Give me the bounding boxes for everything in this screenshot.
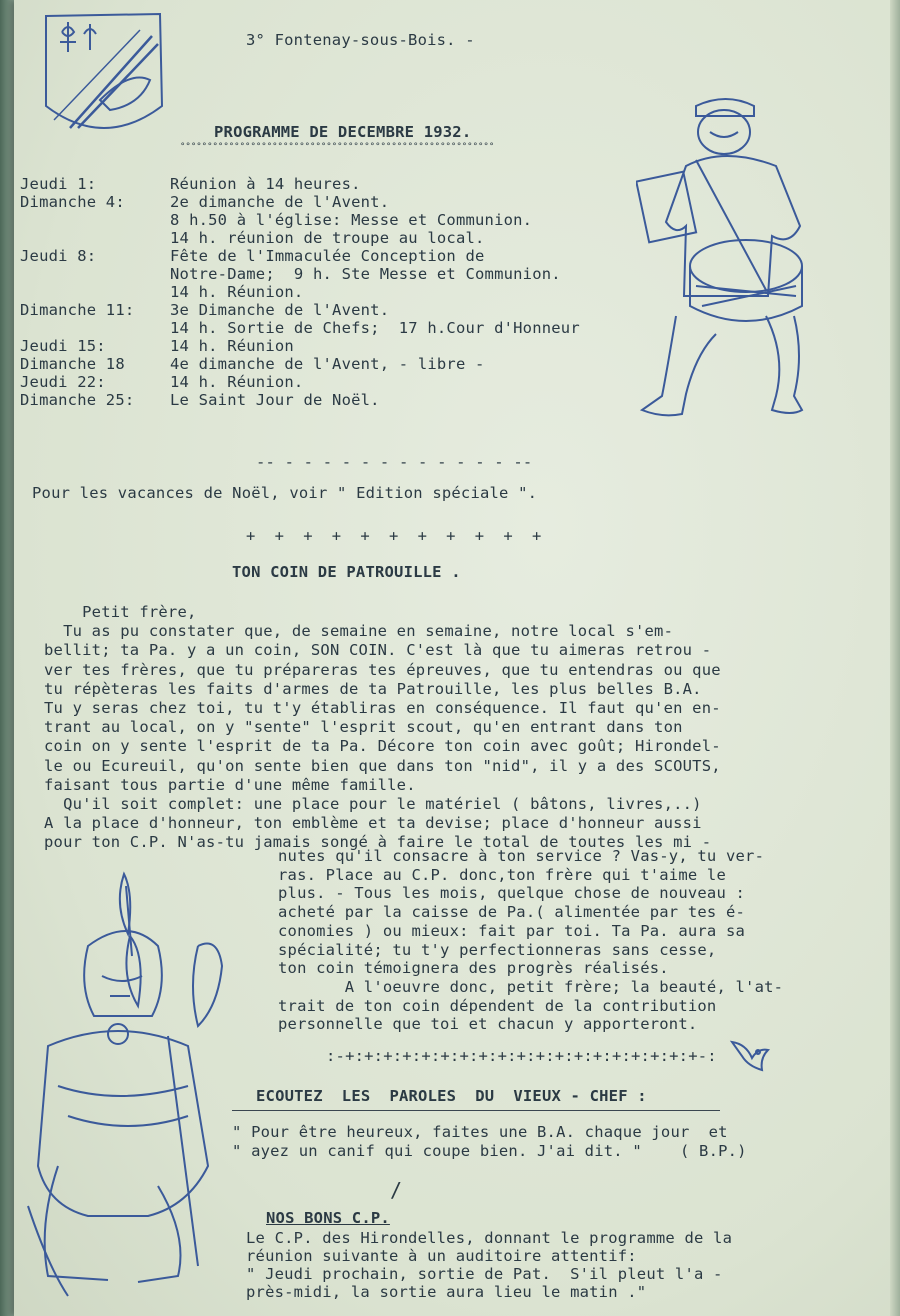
vieux-chef-title: ECOUTEZ LES PAROLES DU VIEUX - CHEF : xyxy=(256,1087,647,1105)
schedule-day: Jeudi 1: xyxy=(20,175,97,193)
schedule-day: Dimanche 18 xyxy=(20,355,125,373)
schedule-line: 4e dimanche de l'Avent, - libre - xyxy=(170,355,485,373)
schedule-line: 8 h.50 à l'église: Messe et Communion. xyxy=(170,211,533,229)
schedule-line: 14 h. réunion de troupe au local. xyxy=(170,229,485,247)
schedule-line: Réunion à 14 heures. xyxy=(170,175,361,193)
vacances-note: Pour les vacances de Noël, voir " Edition spéciale ". xyxy=(32,484,538,502)
cp-line: réunion suivante à un auditoire attentif: xyxy=(246,1247,637,1265)
schedule-day: Dimanche 25: xyxy=(20,391,135,409)
nos-bons-cp-title: NOS BONS C.P. xyxy=(266,1209,390,1227)
article-line: acheté par la caisse de Pa.( alimentée par tes é- xyxy=(278,903,746,922)
article-line: ver tes frères, que tu prépareras tes épreuves, que tu entendras ou que xyxy=(44,660,721,679)
scout-emblem-icon xyxy=(40,10,168,140)
article-line: spécialité; tu t'y perfectionneras sans cesse, xyxy=(278,940,717,959)
schedule-day: Jeudi 15: xyxy=(20,337,106,355)
schedule-line: 2e dimanche de l'Avent. xyxy=(170,193,390,211)
schedule-day: Dimanche 11: xyxy=(20,301,135,319)
article-line: faisant tous partie d'une même famille. xyxy=(44,775,416,794)
page-edge-right xyxy=(890,0,900,1316)
article-line: Petit frère, xyxy=(44,603,197,621)
schedule-line: Fête de l'Immaculée Conception de xyxy=(170,247,485,265)
article-line: trait de ton coin dépendent de la contribution xyxy=(278,996,717,1015)
article-title: TON COIN DE PATROUILLE . xyxy=(232,563,461,581)
schedule-day: Jeudi 8: xyxy=(20,247,97,265)
article-line: tu répèteras les faits d'armes de ta Patrouille, les plus belles B.A. xyxy=(44,679,702,698)
article-line: conomies ) ou mieux: fait par toi. Ta Pa. aura sa xyxy=(278,921,746,940)
schedule-line: 14 h. Réunion. xyxy=(170,373,304,391)
title-dots: °°°°°°°°°°°°°°°°°°°°°°°°°°°°°°°°°°°°°°°°°°°°°°°°°°°°°°°°°° xyxy=(180,142,495,152)
quote-line: " ayez un canif qui coupe bien. J'ai dit. " ( B.P.) xyxy=(232,1142,747,1160)
article-line: Tu y seras chez toi, tu t'y établiras en conséquence. Il faut qu'en en- xyxy=(44,699,721,717)
page-edge-left xyxy=(0,0,14,1316)
article-line: Qu'il soit complet: une place pour le matériel ( bâtons, livres,..) xyxy=(44,795,702,813)
schedule-line: 3e Dimanche de l'Avent. xyxy=(170,301,390,319)
cp-line: près-midi, la sortie aura lieu le matin ." xyxy=(246,1283,647,1301)
schedule-line: 14 h. Réunion xyxy=(170,337,294,355)
article-line: le ou Ecureuil, qu'on sente bien que dans ton "nid", il y a des SCOUTS, xyxy=(44,756,721,775)
article-line: nutes qu'il consacre à ton service ? Vas-y, tu ver- xyxy=(278,847,765,865)
article-line: ton coin témoignera des progrès réalisés. xyxy=(278,959,669,978)
separator-crosses: + + + + + + + + + + + xyxy=(246,527,542,545)
quote-line: " Pour être heureux, faites une B.A. chaque jour et xyxy=(232,1123,728,1141)
article-line: ras. Place au C.P. donc,ton frère qui t'aime le xyxy=(278,865,726,884)
indian-chief-illustration xyxy=(18,866,240,1306)
cp-line: " Jeudi prochain, sortie de Pat. S'il pleut l'a - xyxy=(246,1265,723,1283)
article-line: personnelle que toi et chacun y apporteront. xyxy=(278,1015,698,1034)
drummer-illustration xyxy=(636,86,836,426)
schedule-day: Jeudi 22: xyxy=(20,373,106,391)
schedule-day: Dimanche 4: xyxy=(20,193,125,211)
schedule-line: Notre-Dame; 9 h. Ste Messe et Communion. xyxy=(170,265,561,283)
article-line: A la place d'honneur, ton emblème et ta devise; place d'honneur aussi xyxy=(44,814,702,833)
swallow-icon xyxy=(728,1036,772,1076)
page-title: PROGRAMME DE DECEMBRE 1932. xyxy=(214,123,472,141)
article-line: A l'oeuvre donc, petit frère; la beauté, l'at- xyxy=(278,977,784,996)
troop-heading: 3° Fontenay-sous-Bois. - xyxy=(246,31,475,49)
cp-line: Le C.P. des Hirondelles, donnant le programme de la xyxy=(246,1229,733,1247)
decorative-border: :-+:+:+:+:+:+:+:+:+:+:+:+:+:+:+:+:+:+:+-: xyxy=(326,1047,717,1065)
article-line: pour ton C.P. N'as-tu jamais songé à faire le total de toutes les mi - xyxy=(44,833,712,852)
article-line: Tu as pu constater que, de semaine en semaine, notre local s'em- xyxy=(44,622,674,641)
divider-line xyxy=(232,1110,720,1111)
article-line: bellit; ta Pa. y a un coin, SON COIN. C'est là que tu aimeras retrou - xyxy=(44,641,712,660)
pen-mark: / xyxy=(390,1178,403,1202)
article-line: trant au local, on y "sente" l'esprit scout, qu'en entrant dans ton xyxy=(44,718,683,737)
article-line: plus. - Tous les mois, quelque chose de nouveau : xyxy=(278,884,746,903)
schedule-line: 14 h. Réunion. xyxy=(170,283,304,301)
schedule-line: 14 h. Sortie de Chefs; 17 h.Cour d'Honneur xyxy=(170,319,580,337)
separator-dashes: -- - - - - - - - - - - - - -- xyxy=(256,453,533,471)
article-line: coin on y sente l'esprit de ta Pa. Décore ton coin avec goût; Hirondel- xyxy=(44,737,721,756)
schedule-line: Le Saint Jour de Noël. xyxy=(170,391,380,409)
